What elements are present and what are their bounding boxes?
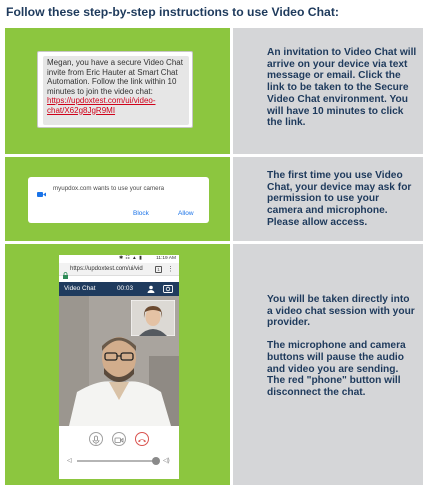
status-time: 11:19 AM	[156, 256, 176, 261]
video-chat-title: Video Chat	[64, 285, 96, 292]
video-camera-button[interactable]	[112, 432, 126, 446]
hang-up-button[interactable]	[135, 432, 149, 446]
video-chat-header	[59, 282, 179, 296]
status-icons: ✱ ☷ ▲ ▮	[119, 256, 143, 261]
call-controls	[59, 426, 179, 479]
camera-icon	[37, 185, 46, 203]
block-button[interactable]: Block	[133, 210, 149, 217]
call-timer: 00:03	[117, 285, 133, 292]
person-icon[interactable]	[147, 285, 155, 295]
video-chat-link[interactable]: https://updoxtest.com/ui/video-chat/X62g8JgR9MI	[47, 96, 156, 115]
sms-text: Megan, you have a secure Video Chat invite from Eric Hauter at Smart Chat Automation. Follow the link within 10 minutes to join the video chat:	[47, 58, 183, 96]
sms-bubble	[43, 56, 189, 125]
volume-high-icon: ◁)	[163, 458, 170, 464]
video-feed	[59, 296, 179, 426]
permission-text: myupdox.com wants to use your camera	[53, 185, 165, 192]
microphone-icon	[90, 434, 102, 446]
volume-slider-handle[interactable]	[152, 457, 160, 465]
url-text: https://updoxtest.com/ui/vid	[70, 266, 143, 272]
tab-count-button[interactable]: 1	[155, 266, 162, 273]
step2-description: The first time you use Video Chat, your device may ask for permission to use your camera and microphone. Please allow access.	[267, 170, 412, 228]
video-camera-icon	[113, 434, 125, 446]
volume-slider-track[interactable]	[77, 460, 157, 462]
hang-up-phone-icon	[136, 434, 148, 446]
self-view-thumbnail	[131, 300, 175, 336]
page-heading: Follow these step-by-step instructions to use Video Chat:	[6, 5, 339, 19]
step3-description	[267, 294, 417, 399]
step3-description-1: You will be taken directly into a video chat session with your provider.	[267, 294, 415, 329]
browser-url-bar[interactable]	[59, 263, 179, 276]
sms-message-card	[37, 51, 193, 128]
permission-dialog	[28, 177, 209, 223]
phone-screenshot	[59, 255, 179, 479]
menu-dots-icon[interactable]: ⋮	[167, 266, 174, 273]
status-bar	[59, 255, 179, 263]
step1-description: An invitation to Video Chat will arrive on your device via text message or email. Click the link to be taken to the Secure Video Chat environment. You will have 10 minutes to click the link.	[267, 47, 417, 129]
step3-description-2: The microphone and camera buttons will pause the audio and video you are sending. The red "phone" button will disconnect the chat.	[267, 340, 406, 398]
camera-flip-icon[interactable]	[163, 284, 173, 295]
volume-low-icon: ◁	[67, 458, 72, 464]
allow-button[interactable]: Allow	[178, 210, 194, 217]
microphone-button[interactable]	[89, 432, 103, 446]
